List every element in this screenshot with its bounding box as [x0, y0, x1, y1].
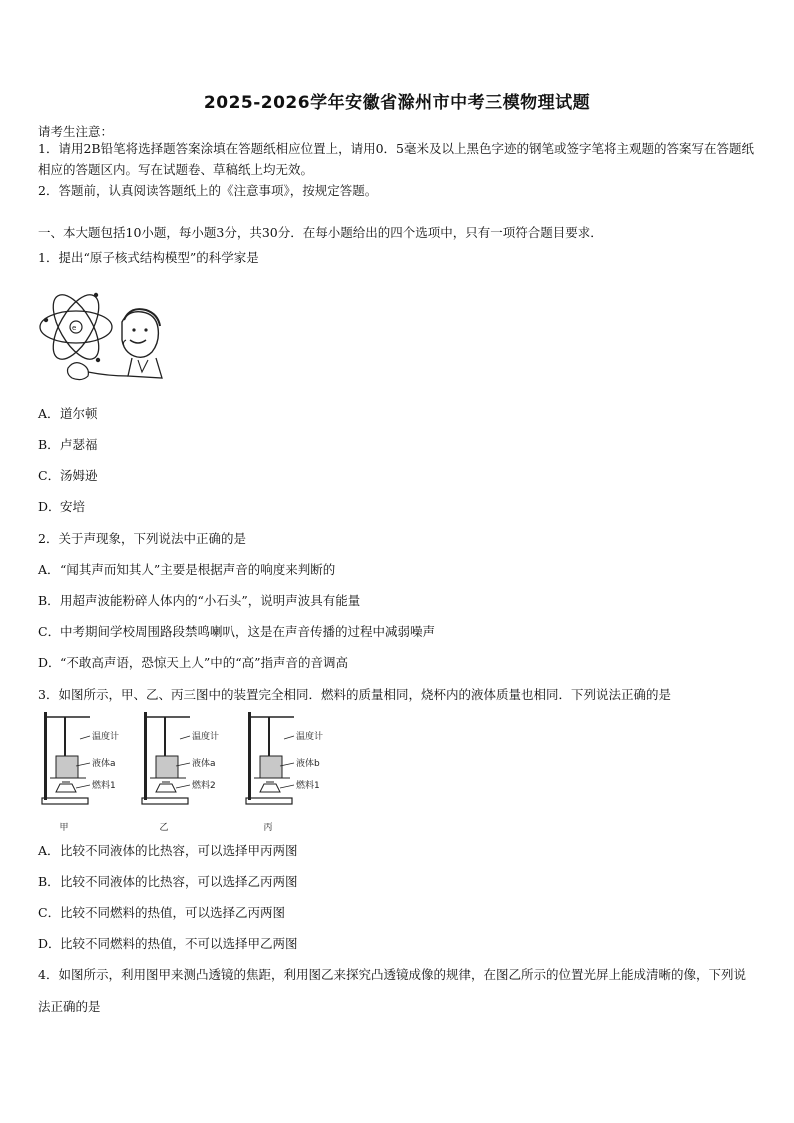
apparatus-bing [246, 712, 323, 833]
thermometer-label-bing: 温度计 [296, 732, 324, 742]
caption-yi: 乙 [159, 823, 169, 833]
question-2-option-b[interactable]: B．用超声波能粉碎人体内的“小石头”，说明声波具有能量 [38, 593, 361, 608]
liquid-label-bing: 液体b [296, 759, 320, 769]
fuel-label-bing: 燃料1 [296, 781, 320, 791]
apparatus-jia [42, 712, 119, 833]
notice-heading: 请考生注意： [38, 124, 114, 139]
question-1-option-b[interactable]: B．卢瑟福 [38, 437, 98, 452]
question-2-option-d[interactable]: D．“不敢高声语，恐惊天上人”中的“高”指声音的音调高 [38, 655, 349, 670]
question-3-option-b[interactable]: B．比较不同液体的比热容，可以选择乙丙两图 [38, 874, 298, 889]
question-1-option-a[interactable]: A．道尔顿 [38, 406, 98, 421]
thermometer-label-yi: 温度计 [192, 732, 220, 742]
page-title: 2025-2026学年安徽省滁州市中考三模物理试题 [203, 93, 591, 113]
question-3-option-a[interactable]: A．比较不同液体的比热容，可以选择甲丙两图 [38, 843, 298, 858]
question-2-option-c[interactable]: C．中考期间学校周围路段禁鸣喇叭，这是在声音传播的过程中减弱噪声 [38, 624, 436, 639]
question-2-stem: 2．关于声现象，下列说法中正确的是 [38, 531, 246, 546]
liquid-label-jia: 液体a [92, 759, 116, 769]
notice-item-2: 2．答题前，认真阅读答题纸上的《注意事项》，按规定答题。 [38, 183, 378, 198]
fuel-label-jia: 燃料1 [92, 781, 116, 791]
thermometer-label-jia: 温度计 [92, 732, 120, 742]
question-3-stem: 3．如图所示，甲、乙、丙三图中的装置完全相同．燃料的质量相同，烧杯内的液体质量也相同．下列说法正确的是 [38, 687, 671, 702]
question-4-stem: 4．如图所示，利用图甲来测凸透镜的焦距，利用图乙来探究凸透镜成像的规律，在图乙所示的位置光屏上能成清晰的像，下列说法正确的是 [38, 967, 746, 1014]
apparatus-yi [142, 712, 219, 833]
question-3-option-c[interactable]: C．比较不同燃料的热值，可以选择乙丙两图 [38, 905, 286, 920]
svg-text:e: e [72, 324, 77, 332]
section-heading: 一、本大题包括10小题，每小题3分，共30分．在每小题给出的四个选项中，只有一项符合题目要求． [38, 225, 603, 240]
question-1-option-c[interactable]: C．汤姆逊 [38, 468, 98, 483]
question-1-stem: 1．提出“原子核式结构模型”的科学家是 [38, 250, 259, 265]
question-1-option-d[interactable]: D．安培 [38, 499, 86, 514]
question-2-option-a[interactable]: A．“闻其声而知其人”主要是根据声音的响度来判断的 [38, 562, 336, 577]
fuel-label-yi: 燃料2 [192, 781, 216, 791]
question-3-option-d[interactable]: D．比较不同燃料的热值，不可以选择甲乙两图 [38, 936, 298, 951]
apparatus-svg [38, 712, 328, 836]
caption-jia: 甲 [59, 823, 69, 833]
atom-scientist-illustration [38, 280, 168, 390]
notice-item-1: 1．请用2B铅笔将选择题答案涂填在答题纸相应位置上，请用0．5毫米及以上黑色字迹的钢笔或签字笔将主观题的答案写在答题纸相应的答题区内。写在试题卷、草稿纸上均无效。 [38, 141, 754, 177]
caption-bing: 丙 [263, 823, 273, 833]
liquid-label-yi: 液体a [192, 759, 216, 769]
